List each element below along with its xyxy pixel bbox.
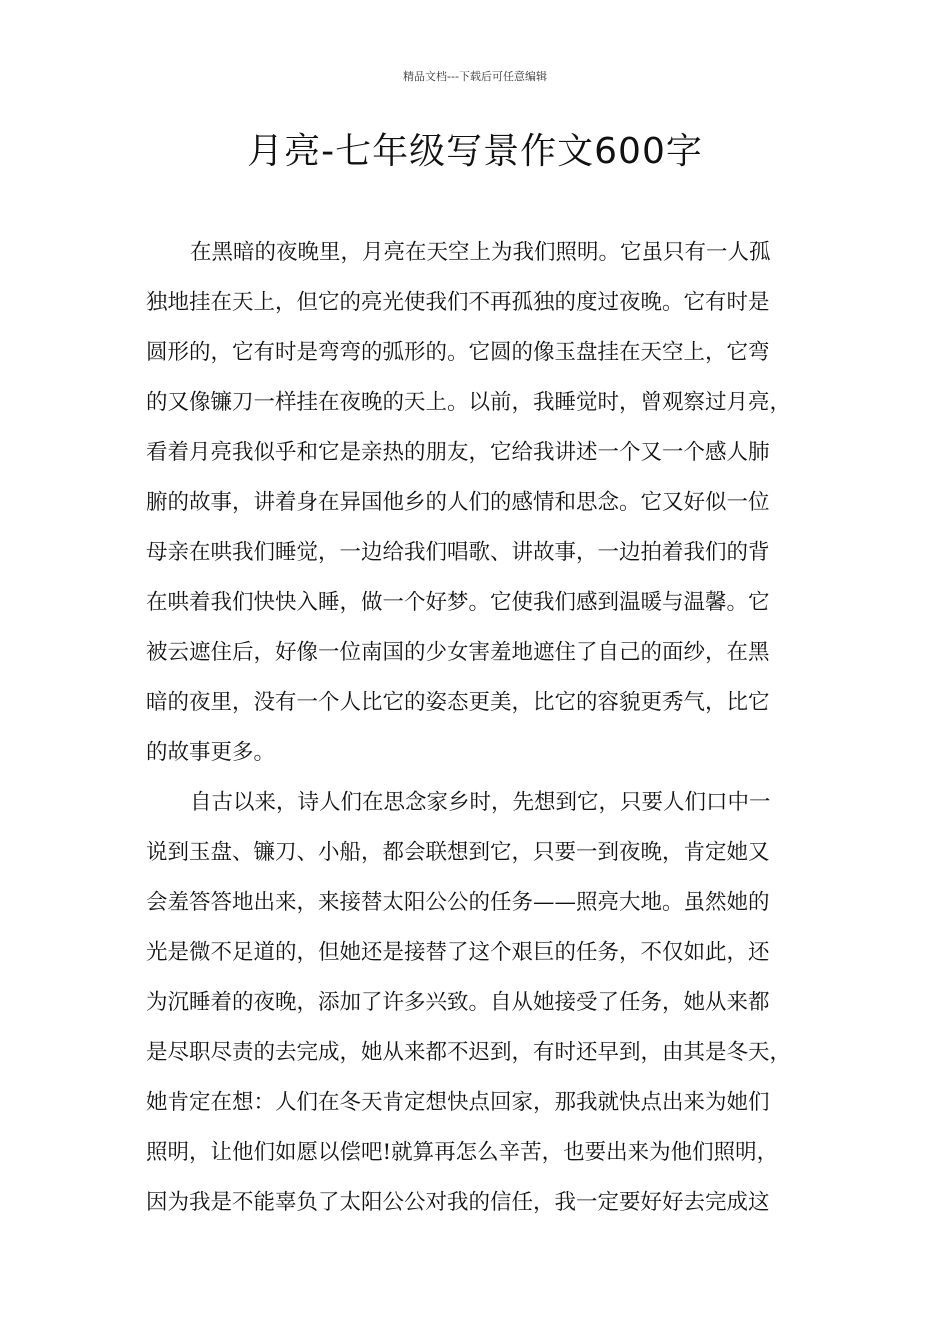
text-line: 因为我是不能辜负了太阳公公对我的信任，我一定要好好去完成这: [146, 1190, 770, 1215]
text-line: 独地挂在天上，但它的亮光使我们不再孤独的度过夜晚。它有时是: [146, 290, 770, 315]
text-line: 为沉睡着的夜晚，添加了许多兴致。自从她接受了任务，她从来都: [146, 990, 770, 1015]
text-line: 圆形的，它有时是弯弯的弧形的。它圆的像玉盘挂在天空上，它弯: [146, 340, 770, 365]
document-title: 月亮-七年级写景作文600字: [247, 131, 703, 172]
text-line: 会羞答答地出来，来接替太阳公公的任务——照亮大地。虽然她的: [146, 890, 770, 915]
text-line: 被云遮住后，好像一位南国的少女害羞地遮住了自己的面纱，在黑: [146, 640, 770, 665]
text-line: 是尽职尽责的去完成，她从来都不迟到，有时还早到，由其是冬天，: [146, 1040, 792, 1065]
paragraph: [146, 228, 824, 778]
text-line: 腑的故事，讲着身在异国他乡的人们的感情和思念。它又好似一位: [146, 490, 770, 515]
header-note: 精品文档---下载后可任意编辑: [403, 70, 547, 83]
text-line: 暗的夜里，没有一个人比它的姿态更美，比它的容貌更秀气，比它: [146, 690, 770, 715]
document-body: [146, 228, 824, 1228]
text-line: 说到玉盘、镰刀、小船，都会联想到它，只要一到夜晚，肯定她又: [146, 840, 770, 865]
text-line: 在哄着我们快快入睡，做一个好梦。它使我们感到温暖与温馨。它: [146, 590, 770, 615]
text-line: 的又像镰刀一样挂在夜晚的天上。以前，我睡觉时，曾观察过月亮，: [146, 390, 792, 415]
text-line: 她肯定在想：人们在冬天肯定想快点回家，那我就快点出来为她们: [146, 1090, 770, 1115]
text-line: 母亲在哄我们睡觉，一边给我们唱歌、讲故事，一边拍着我们的背: [146, 540, 770, 565]
text-line: 照明，让他们如愿以偿吧!就算再怎么辛苦，也要出来为他们照明，: [146, 1140, 779, 1165]
text-line: 自古以来，诗人们在思念家乡时，先想到它，只要人们口中一: [190, 790, 771, 815]
text-line: 看着月亮我似乎和它是亲热的朋友，它给我讲述一个又一个感人肺: [146, 440, 770, 465]
text-line: 在黑暗的夜晚里，月亮在天空上为我们照明。它虽只有一人孤: [190, 240, 771, 265]
paragraph: [146, 778, 824, 1228]
text-line: 的故事更多。: [146, 740, 276, 765]
text-line: 光是微不足道的，但她还是接替了这个艰巨的任务，不仅如此，还: [146, 940, 770, 965]
